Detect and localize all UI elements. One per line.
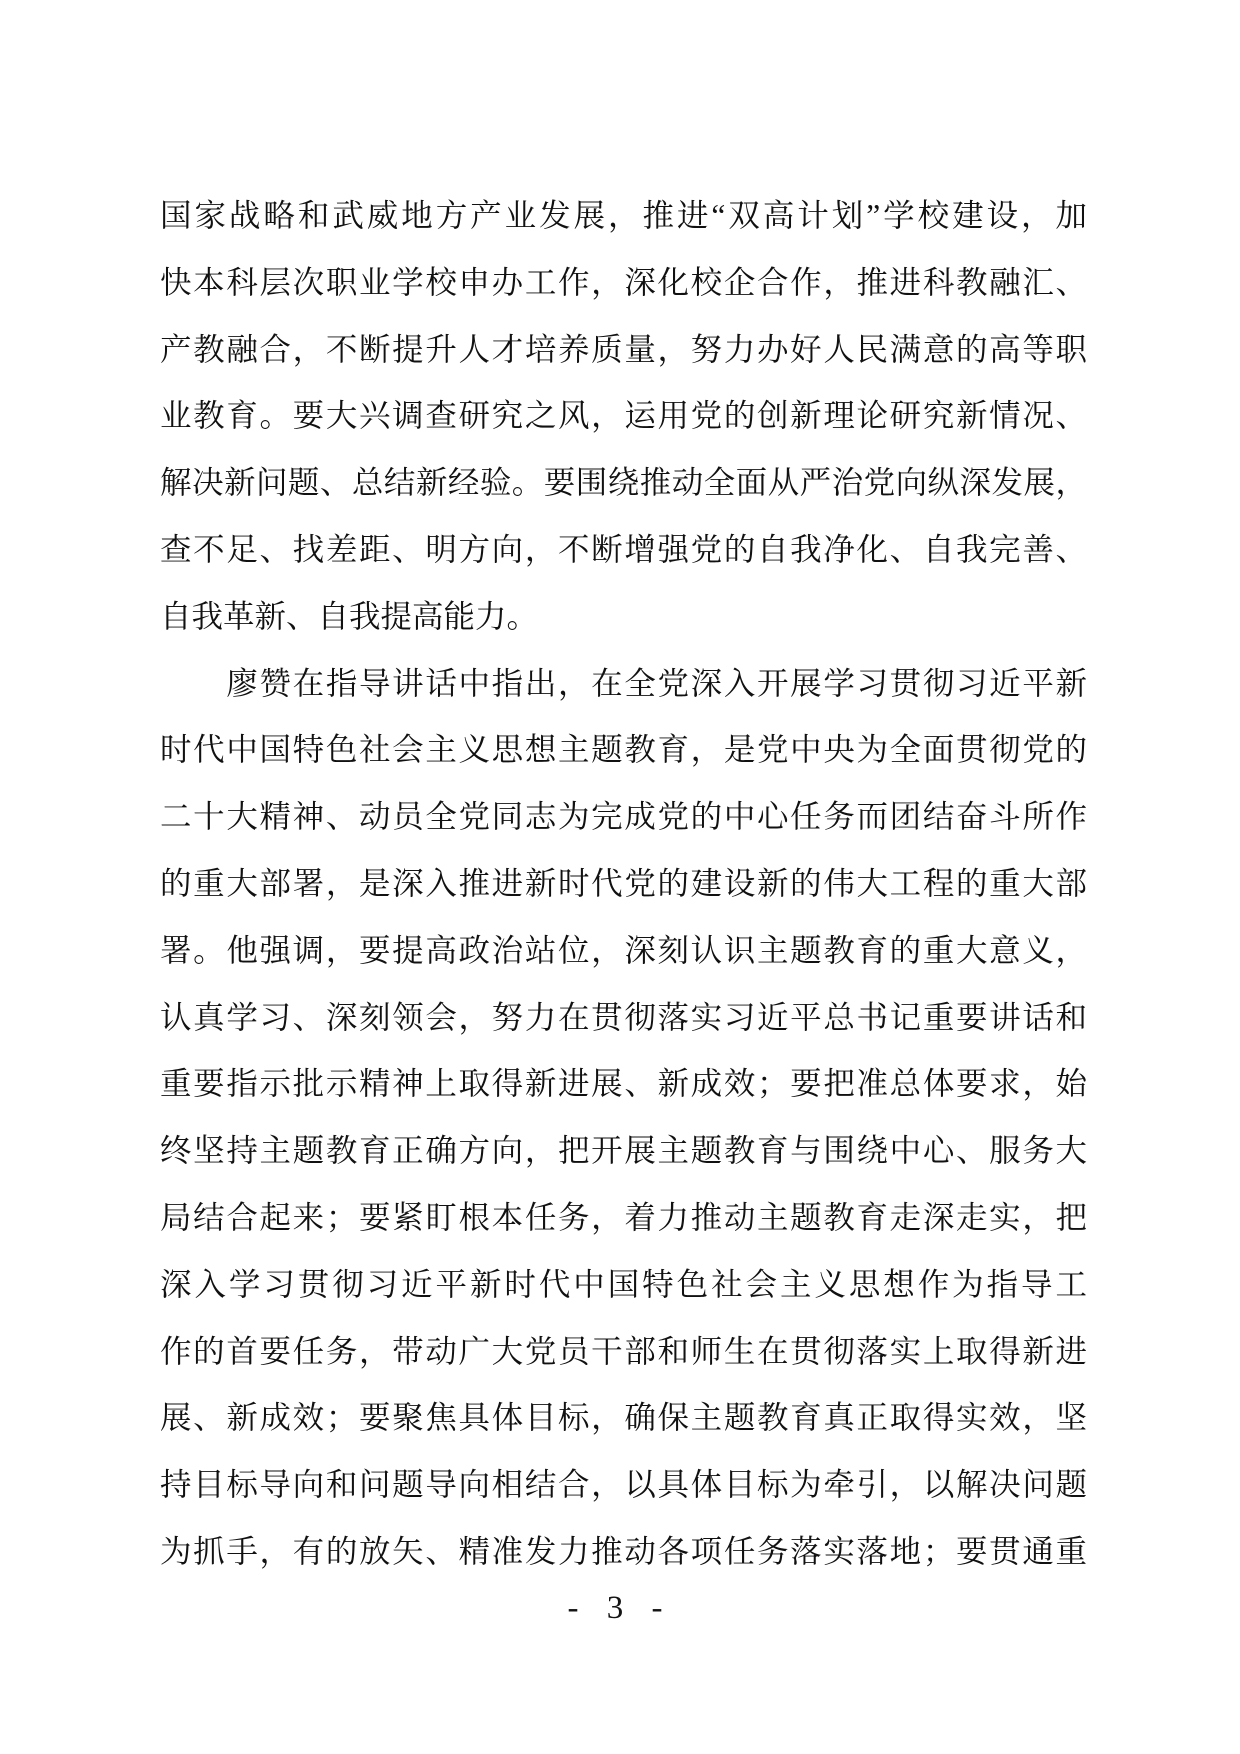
text-line: 展、新成效；要聚焦具体目标，确保主题教育真正取得实效，坚	[160, 1400, 1087, 1436]
text-line: 作的首要任务，带动广大党员干部和师生在贯彻落实上取得新进	[160, 1333, 1087, 1369]
document-body	[160, 183, 1087, 1586]
text-line: 查不足、找差距、明方向，不断增强党的自我净化、自我完善、	[160, 531, 1087, 567]
text-line: 署。他强调，要提高政治站位，深刻认识主题教育的重大意义，	[160, 932, 1087, 968]
text-line: 认真学习、深刻领会，努力在贯彻落实习近平总书记重要讲话和	[160, 999, 1087, 1035]
paragraph-speech-summary	[160, 651, 1087, 1586]
text-line: 快本科层次职业学校申办工作，深化校企合作，推进科教融汇、	[160, 264, 1087, 300]
paragraph-continuation	[160, 183, 1087, 651]
text-line: 二十大精神、动员全党同志为完成党的中心任务而团结奋斗所作	[160, 799, 1087, 835]
text-line: 的重大部署，是深入推进新时代党的建设新的伟大工程的重大部	[160, 865, 1087, 901]
text-line: 产教融合，不断提升人才培养质量，努力办好人民满意的高等职	[160, 331, 1087, 367]
text-line: 业教育。要大兴调查研究之风，运用党的创新理论研究新情况、	[160, 398, 1087, 434]
text-line: 为抓手，有的放矢、精准发力推动各项任务落实落地；要贯通重	[160, 1533, 1087, 1569]
text-line: 终坚持主题教育正确方向，把开展主题教育与围绕中心、服务大	[160, 1133, 1087, 1169]
text-line: 重要指示批示精神上取得新进展、新成效；要把准总体要求，始	[160, 1066, 1087, 1102]
text-line: 解决新问题、总结新经验。要围绕推动全面从严治党向纵深发展，	[160, 465, 1087, 501]
page-number: - 3 -	[567, 1590, 673, 1626]
text-line: 深入学习贯彻习近平新时代中国特色社会主义思想作为指导工	[160, 1266, 1087, 1302]
text-line: 持目标导向和问题导向相结合，以具体目标为牵引，以解决问题	[160, 1467, 1087, 1503]
text-line: 自我革新、自我提高能力。	[160, 598, 539, 634]
text-line: 国家战略和武威地方产业发展，推进“双高计划”学校建设，加	[160, 198, 1087, 233]
text-line: 局结合起来；要紧盯根本任务，着力推动主题教育走深走实，把	[160, 1199, 1087, 1235]
text-line: 廖赞在指导讲话中指出，在全党深入开展学习贯彻习近平新	[160, 665, 1087, 701]
text-line: 时代中国特色社会主义思想主题教育，是党中央为全面贯彻党的	[160, 732, 1087, 768]
